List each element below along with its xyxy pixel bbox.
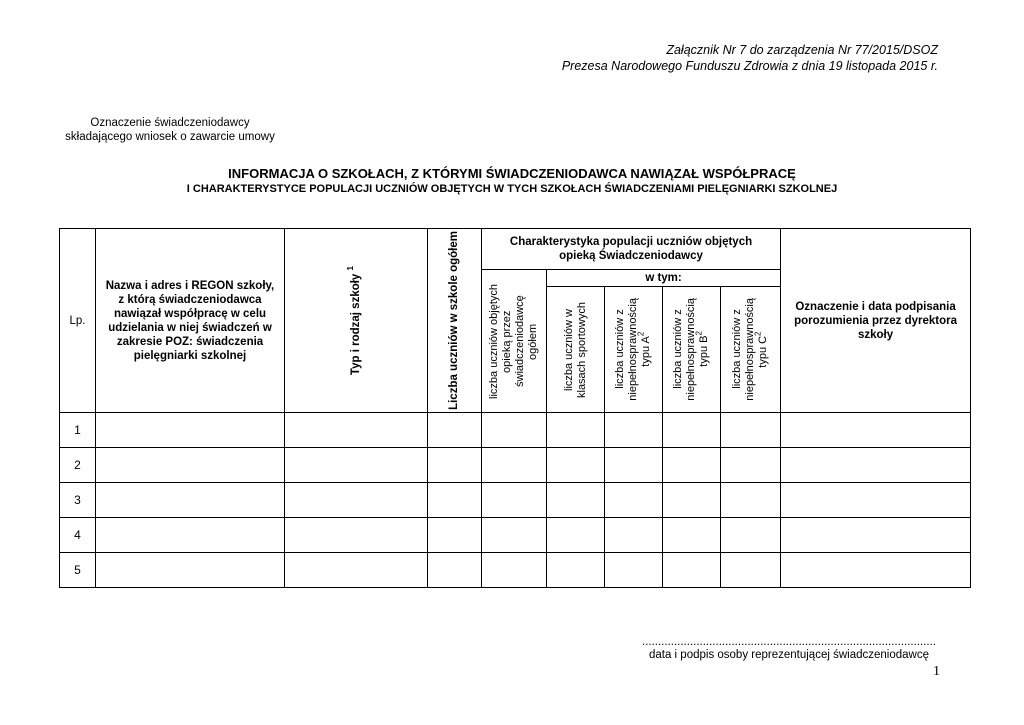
entry-cell[interactable] [482, 483, 547, 518]
entry-cell[interactable] [96, 553, 285, 588]
entry-cell[interactable] [96, 413, 285, 448]
table-row [60, 413, 971, 448]
entry-cell[interactable] [781, 483, 971, 518]
entry-cell[interactable] [285, 518, 428, 553]
entry-cell[interactable] [547, 483, 605, 518]
header-sub-sports [547, 287, 605, 413]
sub4-line-2: niepełnosprawnością [685, 298, 697, 401]
entry-cell[interactable] [663, 483, 721, 518]
signature-line: ............................................................................................ [642, 637, 936, 647]
entry-cell[interactable] [285, 553, 428, 588]
entry-cell[interactable] [721, 413, 781, 448]
sub4-line-1: liczba uczniów z [672, 309, 684, 390]
entry-cell[interactable] [663, 518, 721, 553]
sub2-line-2: klasach sportowych [575, 301, 588, 398]
header-lp: Lp. [60, 229, 96, 413]
table-row [60, 518, 971, 553]
sub3-line-3: typu A [640, 336, 652, 368]
title-line-2: I CHARAKTERYSTYCE POPULACJI UCZNIÓW OBJĘTYCH W TYCH SZKOŁACH ŚWIADCZENIAMI PIELĘGNIARKI SZKOLNEJ [186, 183, 838, 195]
signature-label: data i podpis osoby reprezentującej świadczeniodawcę [648, 649, 929, 661]
table-body [60, 413, 971, 588]
sub1-line-1: liczba uczniów objętych [488, 283, 500, 399]
entry-cell[interactable] [285, 448, 428, 483]
entry-cell[interactable] [721, 448, 781, 483]
sub1-line-2: opieką przez [501, 309, 513, 373]
entry-cell[interactable] [781, 413, 971, 448]
provider-designation [40, 116, 300, 144]
sub5-line-3: typu C [757, 335, 770, 368]
entry-cell[interactable] [428, 518, 482, 553]
header-agreement: Oznaczenie i data podpisania porozumienia przez dyrektora szkoły [781, 229, 971, 413]
table-row [60, 483, 971, 518]
header-total-students [428, 229, 482, 413]
entry-cell[interactable] [428, 413, 482, 448]
entry-cell[interactable] [781, 553, 971, 588]
header-school-name: Nazwa i adres i REGON szkoły, z którą świadczeniodawca nawiązał współpracę w celu udzielania w niej świadczeń w zakresie POZ: świadczenia pielęgniarki szkolnej [96, 229, 285, 413]
header-school-type [285, 229, 428, 413]
entry-cell[interactable] [781, 518, 971, 553]
sub3-line-1: liczba uczniów z [614, 309, 626, 390]
entry-cell[interactable] [547, 553, 605, 588]
header-characteristics: Charakterystyka populacji uczniów objętych opieką Świadczeniodawcy [482, 229, 781, 270]
provider-designation-line-1: Oznaczenie świadczeniodawcy [90, 117, 250, 129]
header-school-type-label: Typ i rodzaj szkoły [349, 273, 362, 376]
attachment-header [562, 42, 938, 74]
entry-cell[interactable] [285, 483, 428, 518]
footnote-2-marker: 2 [636, 331, 646, 337]
entry-cell[interactable] [547, 448, 605, 483]
provider-designation-line-2: składającego wniosek o zawarcie umowy [65, 131, 275, 143]
attachment-line-2: Prezesa Narodowego Funduszu Zdrowia z dnia 19 listopada 2015 r. [561, 59, 938, 73]
table-row [60, 448, 971, 483]
sub5-line-2: niepełnosprawnością [744, 298, 757, 401]
footnote-1-marker: 1 [345, 265, 355, 271]
attachment-line-1: Załącznik Nr 7 do zarządzenia Nr 77/2015/DSOZ [666, 43, 938, 57]
header-sub-disability-c [721, 287, 781, 413]
sub1-line-3: świadczeniodawcę [514, 295, 526, 387]
table-row [60, 553, 971, 588]
entry-cell[interactable] [781, 448, 971, 483]
entry-cell[interactable] [721, 483, 781, 518]
header-total-students-label: Liczba uczniów w szkole ogółem [448, 231, 460, 410]
entry-cell[interactable] [605, 483, 663, 518]
page-number: 1 [933, 664, 940, 679]
entry-cell[interactable] [482, 448, 547, 483]
footnote-2-marker: 2 [753, 331, 763, 336]
row-number: 4 [60, 518, 96, 553]
document-title [0, 166, 1024, 196]
entry-cell[interactable] [663, 448, 721, 483]
entry-cell[interactable] [482, 553, 547, 588]
sub5-line-1: liczba uczniów z [731, 309, 744, 390]
entry-cell[interactable] [721, 553, 781, 588]
sub1-line-4: ogółem [527, 322, 539, 360]
entry-cell[interactable] [605, 553, 663, 588]
entry-cell[interactable] [547, 413, 605, 448]
row-number: 3 [60, 483, 96, 518]
entry-cell[interactable] [482, 518, 547, 553]
title-line-1: INFORMACJA O SZKOŁACH, Z KTÓRYMI ŚWIADCZENIODAWCA NAWIĄZAŁ WSPÓŁPRACĘ [228, 166, 796, 181]
entry-cell[interactable] [605, 413, 663, 448]
entry-cell[interactable] [663, 553, 721, 588]
entry-cell[interactable] [721, 518, 781, 553]
header-in-that: w tym: [547, 270, 781, 287]
entry-cell[interactable] [428, 483, 482, 518]
row-number: 2 [60, 448, 96, 483]
schools-table [59, 228, 971, 588]
sub2-line-1: liczba uczniów w [562, 308, 575, 391]
row-number: 1 [60, 413, 96, 448]
entry-cell[interactable] [428, 448, 482, 483]
signature-block [640, 637, 938, 663]
entry-cell[interactable] [482, 413, 547, 448]
row-number: 5 [60, 553, 96, 588]
entry-cell[interactable] [605, 448, 663, 483]
entry-cell[interactable] [96, 483, 285, 518]
entry-cell[interactable] [96, 518, 285, 553]
entry-cell[interactable] [547, 518, 605, 553]
entry-cell[interactable] [96, 448, 285, 483]
footnote-2-marker: 2 [694, 331, 704, 337]
entry-cell[interactable] [285, 413, 428, 448]
entry-cell[interactable] [605, 518, 663, 553]
entry-cell[interactable] [663, 413, 721, 448]
header-sub-disability-b [663, 287, 721, 413]
entry-cell[interactable] [428, 553, 482, 588]
header-sub-disability-a [605, 287, 663, 413]
sub4-line-3: typu B [698, 336, 710, 368]
header-sub-covered-total [482, 270, 547, 413]
sub3-line-2: niepełnosprawnością [627, 298, 639, 401]
